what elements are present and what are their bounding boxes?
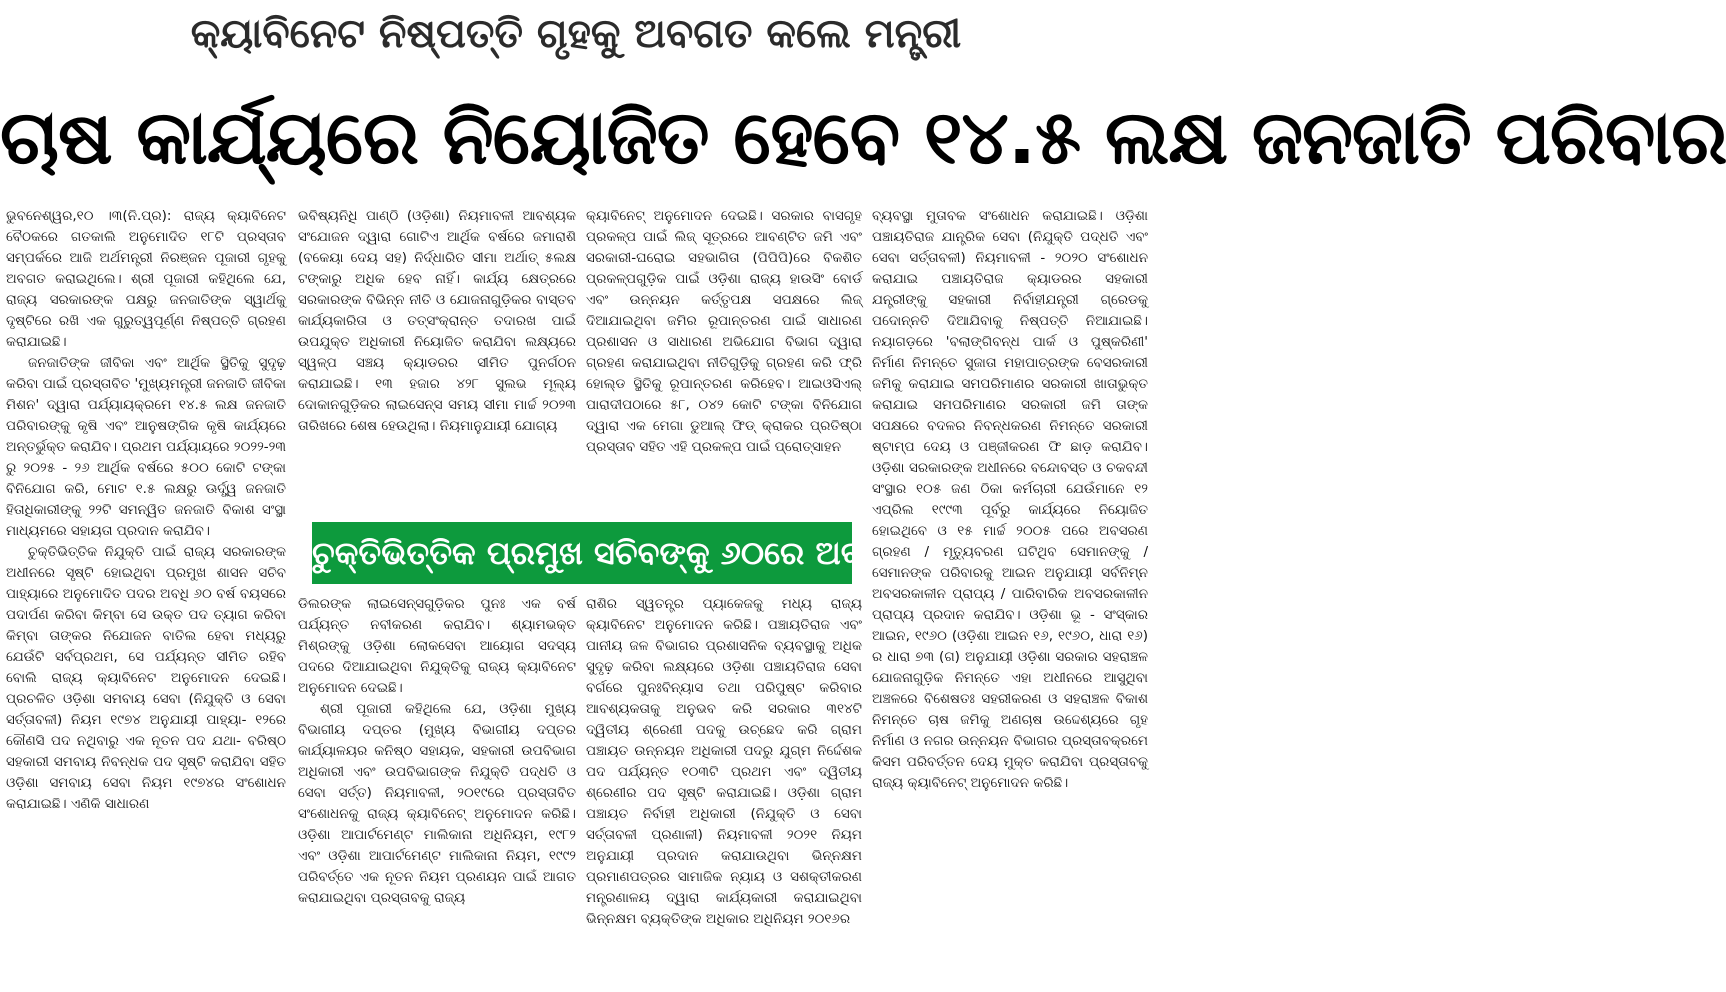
subhead-banner: ଚୁକ୍ତିଭିତ୍ତିକ ପ୍ରମୁଖ ସଚିବଙ୍କୁ ୬୦ରେ ଅବସର [312,522,852,584]
paragraph: ଭୁବନେଶ୍ୱର,୧୦ ।୩(ନି.ପ୍ର): ରାଜ୍ୟ କ୍ୟାବିନେଟ ବୈଠକରେ ଗତକାଲି ଅନୁମୋଦିତ ୧୮ଟି ପ୍ରସ୍ତାବ ସମ୍ପର୍କରେ ଆଜି ଅର୍ଥମନ୍ତ୍ରୀ ନିରଞ୍ଜନ ପୂଜାରୀ ଗୃହକୁ ଅବଗତ କରାଇଥିଲେ। ଶ୍ରୀ ପୂଜାରୀ କହିଥିଲେ ଯେ, ରାଜ୍ୟ ସରକାରଙ୍କ ପକ୍ଷରୁ ଜନଜାତିଙ୍କ ସ୍ୱାର୍ଥକୁ ଦୃଷ୍ଟିରେ ରଖି ଏକ ଗୁରୁତ୍ୱପୂର୍ଣ୍ଣ ନିଷ୍ପତ୍ତି ଗ୍ରହଣ କରାଯାଇଛି। [6,208,286,350]
article-column-2-bottom [298,594,576,992]
article-column-2-top [298,206,576,512]
article-column-4 [872,206,1148,992]
article-column-1 [6,206,286,992]
paragraph: ଜନଜାତିଙ୍କ ଜୀବିକା ଏବଂ ଆର୍ଥିକ ସ୍ଥିତିକୁ ସୁଦୃଢ଼ କରିବା ପାଇଁ ପ୍ରସ୍ତାବିତ 'ମୁଖ୍ୟମନ୍ତ୍ରୀ ଜନଜାତି ଜୀବିକା ମିଶନ' ଦ୍ୱାରା ପର୍ଯ୍ୟାୟକ୍ରମେ ୧୪.୫ ଲକ୍ଷ ଜନଜାତି ପରିବାରଙ୍କୁ କୃଷି ଏବଂ ଆନୁଷଙ୍ଗିକ କୃଷି କାର୍ଯ୍ୟରେ ଅନ୍ତର୍ଭୁକ୍ତ କରାଯିବ। ପ୍ରଥମ ପର୍ଯ୍ୟାୟରେ ୨୦୨୨-୨୩ ରୁ ୨୦୨୫ - ୨୬ ଆର୍ଥିକ ବର୍ଷରେ ୫୦୦ କୋଟି ଟଙ୍କା ବିନିଯୋଗ କରି, ମୋଟ ୧.୫ ଲକ୍ଷରୁ ଊର୍ଦ୍ଧ୍ୱ ଜନଜାତି ହିତାଧିକାରୀଙ୍କୁ ୨୨ଟି ସମନ୍ୱିତ ଜନଜାତି ବିକାଶ ସଂସ୍ଥା ମାଧ୍ୟମରେ ସହାୟତା ପ୍ରଦାନ କରାଯିବ। [6,355,286,539]
article-column-3-bottom [586,594,862,992]
paragraph: ରାଶିର ସ୍ୱତନ୍ତ୍ର ପ୍ୟାକେଜକୁ ମଧ୍ୟ ରାଜ୍ୟ କ୍ୟାବିନେଟ ଅନୁମୋଦନ କରିଛି। ପଞ୍ଚାୟତିରାଜ ଏବଂ ପାନୀୟ ଜଳ ବିଭାଗର ପ୍ରଶାସନିକ ବ୍ୟବସ୍ଥାକୁ ଅଧିକ ସୁଦୃଢ଼ କରିବା ଲକ୍ଷ୍ୟରେ ଓଡ଼ିଶା ପଞ୍ଚାୟତିରାଜ ସେବା ବର୍ଗରେ ପୁନଃବିନ୍ୟାସ ତଥା ପରିପୁଷ୍ଟ କରିବାର ଆବଶ୍ୟକତାକୁ ଅନୁଭବ କରି ସରକାର ୩୧୪ଟି ଦ୍ୱିତୀୟ ଶ୍ରେଣୀ ପଦକୁ ଉଚ୍ଛେଦ କରି ଗ୍ରାମ ପଞ୍ଚାୟତ ଉନ୍ନୟନ ଅଧିକାରୀ ପଦରୁ ଯୁଗ୍ମ ନିର୍ଦ୍ଦେଶକ ପଦ ପର୍ଯ୍ୟନ୍ତ ୧୦୩ଟି ପ୍ରଥମ ଏବଂ ଦ୍ୱିତୀୟ ଶ୍ରେଣୀର ପଦ ସୃଷ୍ଟି କରାଯାଇଛି। ଓଡ଼ିଶା ଗ୍ରାମ ପଞ୍ଚାୟତ ନିର୍ବାହୀ ଅଧିକାରୀ (ନିଯୁକ୍ତି ଓ ସେବା ସର୍ତ୍ତାବଳୀ ପ୍ରଣାଳୀ) ନିୟମାବଳୀ ୨୦୨୧ ନିୟମ ଅନୁଯାୟୀ ପ୍ରଦାନ କରାଯାଉଥିବା ଭିନ୍ନକ୍ଷମ ପ୍ରମାଣପତ୍ରର ସାମାଜିକ ନ୍ୟାୟ ଓ ସଶକ୍ତୀକରଣ ମନ୍ତ୍ରଣାଳୟ ଦ୍ୱାରା କାର୍ଯ୍ୟକାରୀ କରାଯାଇଥିବା ଭିନ୍ନକ୍ଷମ ବ୍ୟକ୍ତିଙ୍କ ଅଧିକାର ଅଧିନିୟମ ୨୦୧୬ର [586,596,862,927]
paragraph: ଚୁକ୍ତିଭିତ୍ତିକ ନିଯୁକ୍ତି ପାଇଁ ରାଜ୍ୟ ସରକାରଙ୍କ ଅଧୀନରେ ସୃଷ୍ଟି ହୋଇଥିବା ପ୍ରମୁଖ ଶାସନ ସଚିବ ପାହ୍ୟାରେ ଅନୁମୋଦିତ ପଦର ଅବଧି ୬୦ ବର୍ଷ ବୟସରେ ପଦାର୍ପଣ କରିବା କିମ୍ବା ସେ ଉକ୍ତ ପଦ ତ୍ୟାଗ କରିବା କିମ୍ବା ତାଙ୍କର ନିଯୋଜନ ବାତିଲ ହେବା ମଧ୍ୟରୁ ଯେଉଁଟି ସର୍ବପ୍ରଥମ, ସେ ପର୍ଯ୍ୟନ୍ତ ସୀମିତ ରହିବ ବୋଲି ରାଜ୍ୟ କ୍ୟାବିନେଟ ଅନୁମୋଦନ ଦେଇଛି। ପ୍ରଚଳିତ ଓଡ଼ିଶା ସମବାୟ ସେବା (ନିଯୁକ୍ତି ଓ ସେବା ସର୍ତ୍ତାବଳୀ) ନିୟମ ୧୯୭୪ ଅନୁଯାୟୀ ପାହ୍ୟା- ୧୨ରେ କୌଣସି ପଦ ନଥିବାରୁ ଏକ ନୂତନ ପଦ ଯଥା- ବରିଷ୍ଠ ସହକାରୀ ସମବାୟ ନିବନ୍ଧକ ପଦ ସୃଷ୍ଟି କରାଯିବା ସହିତ ଓଡ଼ିଶା ସମବାୟ ସେବା ନିୟମ ୧୯୭୪ର ସଂଶୋଧନ କରାଯାଇଛି। ଏଣିକି ସାଧାରଣ [6,544,286,812]
article-column-3-top [586,206,862,512]
paragraph: କ୍ୟାବିନେଟ୍ ଅନୁମୋଦନ ଦେଇଛି। ସରକାର ବାସଗୃହ ପ୍ରକଳ୍ପ ପାଇଁ ଲିଜ୍ ସୂତ୍ରରେ ଆବଣ୍ଟିତ ଜମି ଏବଂ ସରକାରୀ-ଘରୋଇ ସହଭାଗିତା (ପିପିପି)ରେ ବିକଶିତ ପ୍ରକଳ୍ପଗୁଡ଼ିକ ପାଇଁ ଓଡ଼ିଶା ରାଜ୍ୟ ହାଉସିଂ ବୋର୍ଡ ଏବଂ ଉନ୍ନୟନ କର୍ତ୍ତୃପକ୍ଷ ସପକ୍ଷରେ ଲିଜ୍ ଦିଆଯାଇଥିବା ଜମିର ରୂପାନ୍ତରଣ ପାଇଁ ସାଧାରଣ ପ୍ରଶାସନ ଓ ସାଧାରଣ ଅଭିଯୋଗ ବିଭାଗ ଦ୍ୱାରା ଗ୍ରହଣ କରାଯାଇଥିବା ନୀତିଗୁଡ଼ିକୁ ଗ୍ରହଣ କରି ଫ୍ରି ହୋଲ୍ଡ ସ୍ଥିତିକୁ ରୂପାନ୍ତରଣ କରିହେବ। ଆଇଓସିଏଲ୍ ପାରାଦୀପଠାରେ ୫୮, ୦୪୨ କୋଟି ଟଙ୍କା ବିନିଯୋଗ ଦ୍ୱାରା ଏକ ମେଗା ଡୁଆଲ୍ ଫିଡ୍ କ୍ରାକର ପ୍ରତିଷ୍ଠା ପ୍ରସ୍ତାବ ସହିତ ଏହି ପ୍ରକଳ୍ପ ପାଇଁ ପ୍ରୋତ୍ସାହନ [586,208,862,455]
main-headline: ଚାଷ କାର୍ଯ୍ୟରେ ନିୟୋଜିତ ହେବେ ୧୪.୫ ଲକ୍ଷ ଜନଜାତି ପରିବାର [0,95,1726,181]
paragraph: ବ୍ୟବସ୍ଥା ମୁତାବକ ସଂଶୋଧନ କରାଯାଇଛି। ଓଡ଼ିଶା ପଞ୍ଚାୟତିରାଜ ଯାନ୍ତ୍ରିକ ସେବା (ନିଯୁକ୍ତି ପଦ୍ଧତି ଏବଂ ସେବା ସର୍ତ୍ତାବଳୀ) ନିୟମାବଳୀ - ୨୦୨୦ ସଂଶୋଧନ କରାଯାଇ ପଞ୍ଚାୟତିରାଜ କ୍ୟାଡରର ସହକାରୀ ଯନ୍ତ୍ରୀଙ୍କୁ ସହକାରୀ ନିର୍ବାହୀଯନ୍ତ୍ରୀ ଗ୍ରେଡକୁ ପଦୋନ୍ନତି ଦିଆଯିବାକୁ ନିଷ୍ପତ୍ତି ନିଆଯାଇଛି। ନୟାଗଡ଼ରେ 'ବଲାଙ୍ଗିବନ୍ଧ ପାର୍କ ଓ ପୁଷ୍କରିଣୀ' ନିର୍ମାଣ ନିମନ୍ତେ ସୁଜାତା ମହାପାତ୍ରଙ୍କ ବେସରକାରୀ ଜମିକୁ କରାଯାଇ ସମପରିମାଣର ସରକାରୀ ଖାତାଭୁକ୍ତ କରାଯାଇ ସମପରିମାଣର ସରକାରୀ ଜମି ତାଙ୍କ ସପକ୍ଷରେ ବଦଳର ନିବନ୍ଧକରଣ ନିମନ୍ତେ ସରକାରୀ ଷ୍ଟାମ୍ପ ଦେୟ ଓ ପଞ୍ଜୀକରଣ ଫି ଛାଡ଼ କରାଯିବ। ଓଡ଼ିଶା ସରକାରଙ୍କ ଅଧୀନରେ ବନ୍ଦୋବସ୍ତ ଓ ଚକବନ୍ଦୀ ସଂସ୍ଥାର ୧୦୫ ଜଣ ଠିକା କର୍ମଚାରୀ ଯେଉଁମାନେ ୧୨ ଏପ୍ରିଲ ୧୯୯୩ ପୂର୍ବରୁ କାର୍ଯ୍ୟରେ ନିୟୋଜିତ ହୋଇଥିବେ ଓ ୧୫ ମାର୍ଚ୍ଚ ୨୦୦୫ ପରେ ଅବସରଣ ଗ୍ରହଣ / ମୃତ୍ୟୁବରଣ ଘଟିଥିବ ସେମାନଙ୍କୁ / ସେମାନଙ୍କ ପରିବାରକୁ ଆଇନ ଅନୁଯାୟୀ ସର୍ବନିମ୍ନ ଅବସରକାଳୀନ ପ୍ରାପ୍ୟ / ପାରିବାରିକ ଅବସରକାଳୀନ ପ୍ରାପ୍ୟ ପ୍ରଦାନ କରାଯିବ। ଓଡ଼ିଶା ଭୂ - ସଂସ୍କାର ଆଇନ, ୧୯୬୦ (ଓଡ଼ିଶା ଆଇନ ୧୬, ୧୯୬୦, ଧାରା ୧୬) ର ଧାରା ୭୩ (ଗ) ଅନୁଯାୟୀ ଓଡ଼ିଶା ସରକାର ସହରାଞ୍ଚଳ ଯୋଜନାଗୁଡ଼ିକ ନିମନ୍ତେ ଏହା ଅଧୀନରେ ଆସୁଥିବା ଅଞ୍ଚଳରେ ବିଶେଷତଃ ସହରୀକରଣ ଓ ସହରାଞ୍ଚଳ ବିକାଶ ନିମନ୍ତେ ଚାଷ ଜମିକୁ ଅଣଚାଷ ଉଦ୍ଦେଶ୍ୟରେ ଗୃହ ନିର୍ମାଣ ଓ ନଗର ଉନ୍ନୟନ ବିଭାଗର ପ୍ରସ୍ତାବକ୍ରମେ କିସମ ପରିବର୍ତ୍ତନ ଦେୟ ମୁକ୍ତ କରାଯିବା ପ୍ରସ୍ତାବକୁ ରାଜ୍ୟ କ୍ୟାବିନେଟ୍ ଅନୁମୋଦନ କରିଛି। [872,208,1148,791]
paragraph: ଭବିଷ୍ୟନିଧି ପାଣ୍ଠି (ଓଡ଼ିଶା) ନିୟମାବଳୀ ଆବଶ୍ୟକ ସଂଯୋଜନ ଦ୍ୱାରା ଗୋଟିଏ ଆର୍ଥିକ ବର୍ଷରେ ଜମାରାଶି (ବକେୟା ଦେୟ ସହ) ନିର୍ଦ୍ଧାରିତ ସୀମା ଅର୍ଥାତ୍ ୫ଲକ୍ଷ ଟଙ୍କାରୁ ଅଧିକ ହେବ ନାହିଁ। କାର୍ଯ୍ୟ କ୍ଷେତ୍ରରେ ସରକାରଙ୍କ ବିଭିନ୍ନ ନୀତି ଓ ଯୋଜନାଗୁଡ଼ିକର ବାସ୍ତବ କାର୍ଯ୍ୟକାରିତା ଓ ତତ୍‌ସଂକ୍ରାନ୍ତ ତଦାରଖ ପାଇଁ ଉପଯୁକ୍ତ ଅଧିକାରୀ ନିୟୋଜିତ କରାଯିବା ଲକ୍ଷ୍ୟରେ ସ୍ୱଳ୍ପ ସଞ୍ଚୟ କ୍ୟାଡରର ସୀମିତ ପୁନର୍ଗଠନ କରାଯାଇଛି। ୧୩ ହଜାର ୪୨୮ ସୁଲଭ ମୂଲ୍ୟ ଦୋକାନଗୁଡ଼ିକର ଲାଇସେନ୍ସ ସମୟ ସୀମା ମାର୍ଚ୍ଚ ୨୦୨୩ ତାରିଖରେ ଶେଷ ହେଉଥିଲା। ନିୟମାନୁଯାୟୀ ଯୋଗ୍ୟ [298,208,576,434]
paragraph: ଡିଲରଙ୍କ ଲାଇସେନ୍ସଗୁଡ଼ିକର ପୁନଃ ଏକ ବର୍ଷ ପର୍ଯ୍ୟନ୍ତ ନବୀକରଣ କରାଯିବ। ଶ୍ୟାମଭକ୍ତ ମିଶ୍ରଙ୍କୁ ଓଡ଼ିଶା ଲୋକସେବା ଆୟୋଗ ସଦସ୍ୟ ପଦରେ ଦିଆଯାଇଥିବା ନିଯୁକ୍ତିକୁ ରାଜ୍ୟ କ୍ୟାବିନେଟ ଅନୁମୋଦନ ଦେଇଛି। [298,596,576,696]
paragraph: ଶ୍ରୀ ପୂଜାରୀ କହିଥିଲେ ଯେ, ଓଡ଼ିଶା ମୁଖ୍ୟ ବିଭାଗୀୟ ଦପ୍ତର (ମୁଖ୍ୟ ବିଭାଗୀୟ ଦପ୍ତର କାର୍ଯ୍ୟାଳୟର କନିଷ୍ଠ ସହାୟକ, ସହକାରୀ ଉପବିଭାଗ ଅଧିକାରୀ ଏବଂ ଉପବିଭାଗଙ୍କ ନିଯୁକ୍ତି ପଦ୍ଧତି ଓ ସେବା ସର୍ତ୍ତ) ନିୟମାବଳୀ, ୨୦୧୯ରେ ପ୍ରସ୍ତାବିତ ସଂଶୋଧନକୁ ରାଜ୍ୟ କ୍ୟାବିନେଟ୍ ଅନୁମୋଦନ କରିଛି। ଓଡ଼ିଶା ଆପାର୍ଟମେଣ୍ଟ ମାଲିକାନା ଅଧିନିୟମ, ୧୯୮୨ ଏବଂ ଓଡ଼ିଶା ଆପାର୍ଟମେଣ୍ଟ ମାଲିକାନା ନିୟମ, ୧୯୯୨ ପରିବର୍ତ୍ତେ ଏକ ନୂତନ ନିୟମ ପ୍ରଣୟନ ପାଇଁ ଆଗତ କରାଯାଇଥିବା ପ୍ରସ୍ତାବକୁ ରାଜ୍ୟ [298,701,576,906]
kicker-headline: କ୍ୟାବିନେଟ ନିଷ୍ପତ୍ତି ଗୃହକୁ ଅବଗତ କଲେ ମନ୍ତ୍ରୀ [190,11,962,57]
